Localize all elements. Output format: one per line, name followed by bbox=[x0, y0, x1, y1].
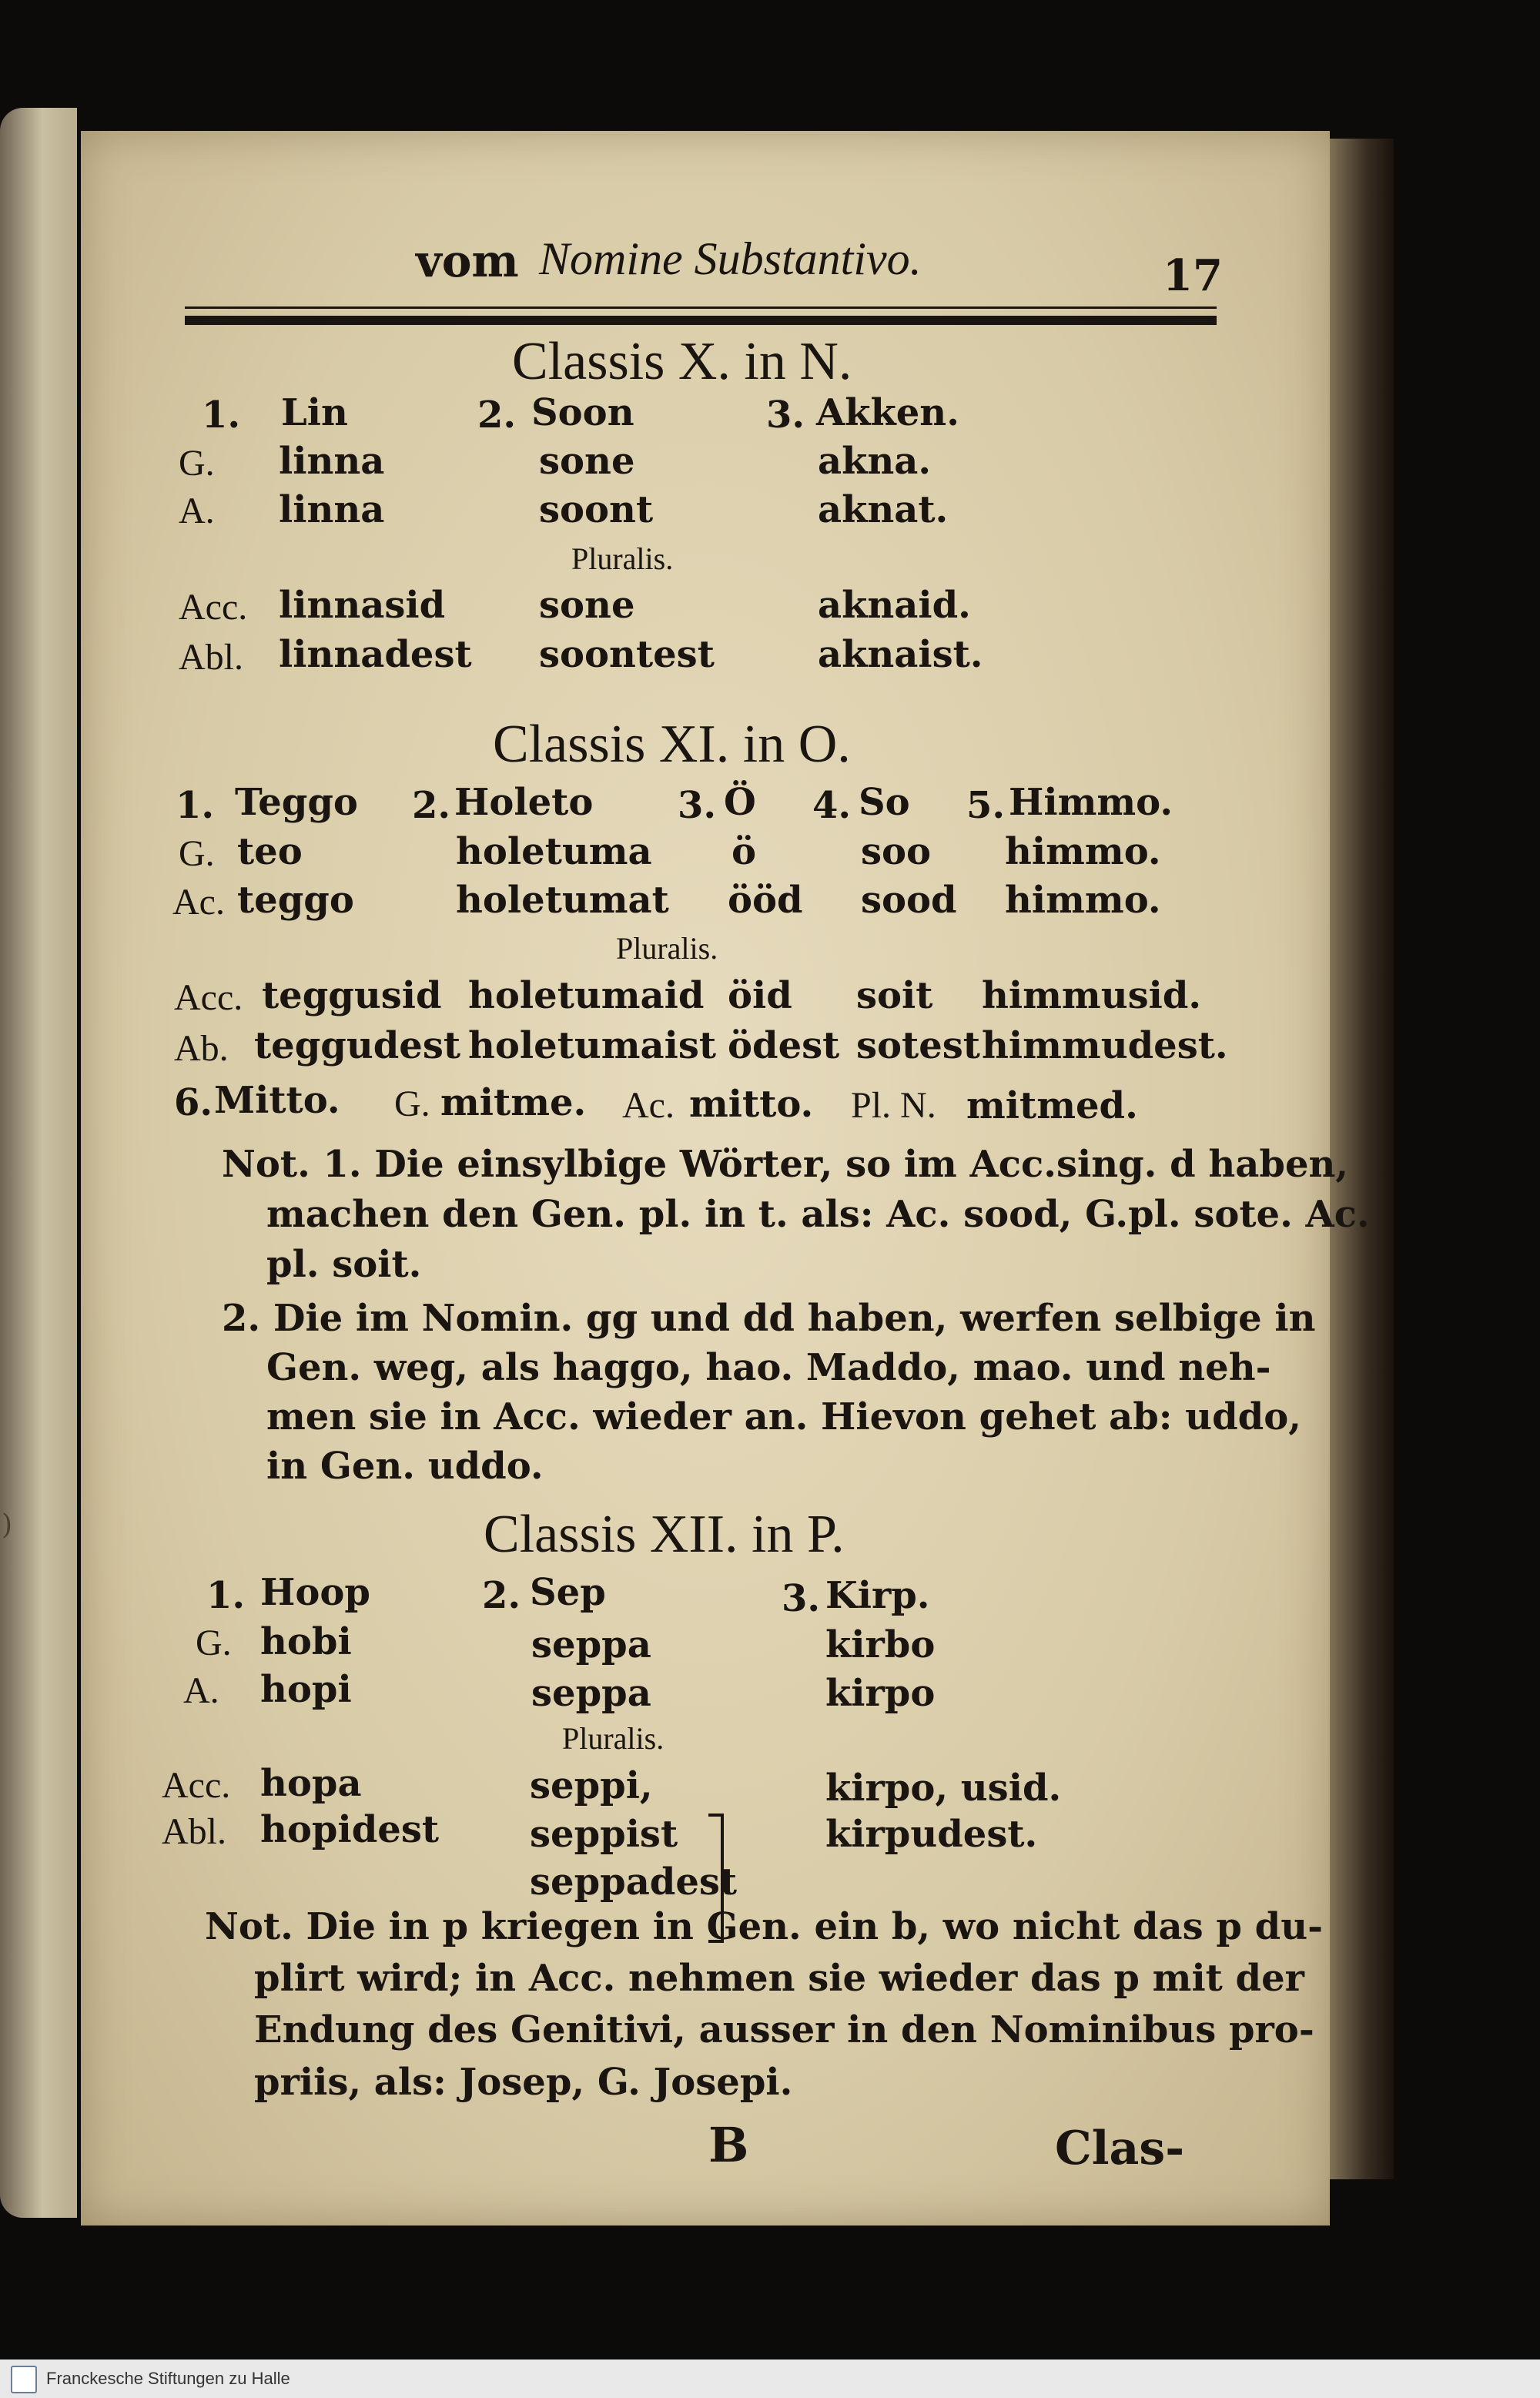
c11-r4-w3: öid bbox=[728, 974, 792, 1017]
c11-r2-w2: holetuma bbox=[456, 830, 652, 873]
c12-r3-w1: hopi bbox=[260, 1668, 352, 1711]
c11-r3-w3: ööd bbox=[728, 879, 803, 922]
c12-r2-w3: kirbo bbox=[825, 1623, 936, 1666]
class12-heading: Classis XII. in P. bbox=[484, 1505, 845, 1564]
c12-r5-w1: hopidest bbox=[260, 1808, 440, 1851]
c11-r2-w5: himmo. bbox=[1005, 830, 1161, 873]
c11-r5-w5: himmudest. bbox=[982, 1024, 1228, 1067]
c11-r3-w5: himmo. bbox=[1005, 879, 1161, 922]
c12-r4-w2: seppi, bbox=[530, 1764, 653, 1807]
c10-r2-w3: akna. bbox=[818, 440, 932, 483]
c12-r1-w2: Sep bbox=[530, 1571, 606, 1614]
c10-r4-w1: linnasid bbox=[279, 584, 446, 627]
c12-r2-w1: hobi bbox=[260, 1620, 352, 1663]
c11-r5-w2: holetumaist bbox=[468, 1024, 717, 1067]
c11-r4-w2: holetumaid bbox=[468, 974, 705, 1017]
c11-r5-w4: sotest bbox=[856, 1024, 980, 1067]
c11-r1-n1: 1. bbox=[176, 784, 215, 827]
c12-r1-n1: 1. bbox=[206, 1574, 246, 1617]
c12-r5-w3: kirpudest. bbox=[825, 1813, 1038, 1856]
c11-r1-w5: Himmo. bbox=[1009, 781, 1173, 824]
c10-r3-w1: linna bbox=[279, 488, 385, 531]
viewer-footer bbox=[0, 2359, 1540, 2398]
c12-r4-w3: kirpo, usid. bbox=[825, 1767, 1062, 1810]
c11-r6-plw: mitmed. bbox=[966, 1084, 1138, 1127]
c10-pluralis: Pluralis. bbox=[571, 541, 674, 576]
c11-r4-w1: teggusid bbox=[262, 974, 442, 1017]
c11-note1-line2: machen den Gen. pl. in t. als: Ac. sood, G.pl. sote. Ac. bbox=[266, 1193, 1370, 1236]
c12-r6-w2: seppadest bbox=[530, 1860, 738, 1904]
c12-r3-w3: kirpo bbox=[825, 1672, 936, 1715]
c12-note-line3: Endung des Genitivi, ausser in den Nominibus pro- bbox=[254, 2008, 1314, 2051]
c10-r1-w1: Lin bbox=[281, 391, 348, 434]
signature-mark: B bbox=[708, 2117, 749, 2173]
c12-r5-case: Abl. bbox=[162, 1811, 226, 1852]
c10-r2-w2: sone bbox=[539, 440, 635, 483]
c11-note2-line1: 2. Die im Nomin. gg und dd haben, werfen selbige in bbox=[222, 1297, 1316, 1340]
c10-r3-case: A. bbox=[179, 491, 215, 531]
c11-r5-case: Ab. bbox=[174, 1028, 229, 1069]
c11-r6-acw: mitto. bbox=[689, 1083, 814, 1126]
c12-pluralis: Pluralis. bbox=[562, 1721, 665, 1756]
c11-r1-w4: So bbox=[859, 781, 910, 824]
c12-r2-w2: seppa bbox=[531, 1623, 651, 1666]
c12-r5-w2: seppist bbox=[530, 1813, 678, 1856]
class11-heading: Classis XI. in O. bbox=[493, 715, 851, 774]
c11-r4-case: Acc. bbox=[174, 977, 243, 1018]
c11-r3-w2: holetumat bbox=[456, 879, 669, 922]
left-page-edge bbox=[0, 108, 77, 2218]
c10-r3-w2: soont bbox=[539, 488, 654, 531]
header-rule bbox=[185, 316, 1217, 325]
c11-r6-gw: mitme. bbox=[440, 1081, 587, 1124]
c12-note-line2: plirt wird; in Acc. nehmen sie wieder das p mit der bbox=[254, 1957, 1304, 2000]
c11-note2-line2: Gen. weg, als haggo, hao. Maddo, mao. und neh- bbox=[266, 1346, 1271, 1389]
c11-r6-w: Mitto. bbox=[214, 1079, 340, 1122]
c11-r2-w4: soo bbox=[861, 830, 932, 873]
c12-r3-case: A. bbox=[183, 1670, 219, 1711]
c12-r2-case: G. bbox=[196, 1623, 232, 1663]
c11-r3-w1: teggo bbox=[237, 879, 354, 922]
c11-r5-w3: ödest bbox=[728, 1024, 840, 1067]
c11-r1-n4: 4. bbox=[812, 784, 852, 827]
c10-r3-w3: aknat. bbox=[818, 488, 949, 531]
c11-note2-line3: men sie in Acc. wieder an. Hievon gehet ab: uddo, bbox=[266, 1395, 1301, 1438]
c10-r4-w2: sone bbox=[539, 584, 635, 627]
c11-r3-case: Ac. bbox=[172, 882, 225, 923]
c11-r2-case: G. bbox=[179, 833, 215, 874]
header-rule-thin bbox=[185, 306, 1217, 309]
edge-mark: ) bbox=[2, 1509, 13, 1541]
c10-r2-case: G. bbox=[179, 443, 215, 484]
c11-r6-ac: Ac. bbox=[622, 1085, 675, 1126]
c10-r2-w1: linna bbox=[279, 440, 385, 483]
c12-note-line4: priis, als: Josep, G. Josepi. bbox=[254, 2061, 793, 2104]
c12-r1-n2: 2. bbox=[482, 1574, 521, 1617]
c11-r1-n5: 5. bbox=[966, 784, 1006, 827]
c11-r2-w3: ö bbox=[732, 830, 757, 873]
c11-r1-w2: Holeto bbox=[454, 781, 594, 824]
c12-r4-w1: hopa bbox=[260, 1762, 362, 1805]
header-title: Nomine Substantivo. bbox=[539, 233, 922, 284]
c12-r1-w3: Kirp. bbox=[825, 1574, 930, 1617]
c10-r5-w1: linnadest bbox=[279, 633, 472, 676]
c10-r4-w3: aknaid. bbox=[818, 584, 971, 627]
c11-note1-line1: Not. 1. Die einsylbige Wörter, so im Acc.sing. d haben, bbox=[222, 1143, 1349, 1186]
c10-r5-case: Abl. bbox=[179, 637, 243, 678]
c11-r1-w1: Teggo bbox=[235, 781, 358, 824]
c10-r5-w2: soontest bbox=[539, 633, 715, 676]
c12-r3-w2: seppa bbox=[531, 1672, 651, 1715]
class10-heading: Classis X. in N. bbox=[512, 332, 852, 391]
c11-r5-w1: teggudest bbox=[254, 1024, 461, 1067]
c12-r1-w1: Hoop bbox=[260, 1571, 370, 1614]
institution-logo-icon bbox=[11, 2366, 37, 2393]
c10-r4-case: Acc. bbox=[179, 587, 248, 628]
c10-r1-w2: Soon bbox=[531, 391, 634, 434]
c10-r1-n2: 2. bbox=[477, 394, 517, 437]
c12-r1-n3: 3. bbox=[782, 1577, 821, 1620]
c11-r1-w3: Ö bbox=[724, 781, 756, 824]
c10-r5-w3: aknaist. bbox=[818, 633, 983, 676]
page-number: 17 bbox=[1163, 250, 1223, 301]
c11-r1-n2: 2. bbox=[412, 784, 451, 827]
c10-r1-n1: 1. bbox=[202, 394, 241, 437]
c11-r3-w4: sood bbox=[861, 879, 957, 922]
c11-note1-line3: pl. soit. bbox=[266, 1243, 422, 1286]
c10-r1-n3: 3. bbox=[766, 394, 805, 437]
c10-r1-w3: Akken. bbox=[816, 391, 959, 434]
c11-note2-line4: in Gen. uddo. bbox=[266, 1445, 544, 1488]
c11-r4-w5: himmusid. bbox=[982, 974, 1202, 1017]
c11-r1-n3: 3. bbox=[678, 784, 717, 827]
header-vom: vom bbox=[416, 235, 519, 287]
c11-r6-pl: Pl. N. bbox=[851, 1085, 936, 1126]
c11-r2-w1: teo bbox=[237, 830, 303, 873]
c12-r4-case: Acc. bbox=[162, 1765, 231, 1806]
c11-pluralis: Pluralis. bbox=[616, 931, 718, 966]
catchword: Clas- bbox=[1055, 2122, 1185, 2175]
c12-note-line1: Not. Die in p kriegen in Gen. ein b, wo nicht das p du- bbox=[205, 1905, 1324, 1948]
c11-r6-g: G. bbox=[394, 1083, 430, 1124]
c11-r4-w4: soit bbox=[856, 974, 933, 1017]
c11-r6-n: 6. bbox=[174, 1081, 213, 1124]
institution-name: Franckesche Stiftungen zu Halle bbox=[46, 2369, 290, 2388]
